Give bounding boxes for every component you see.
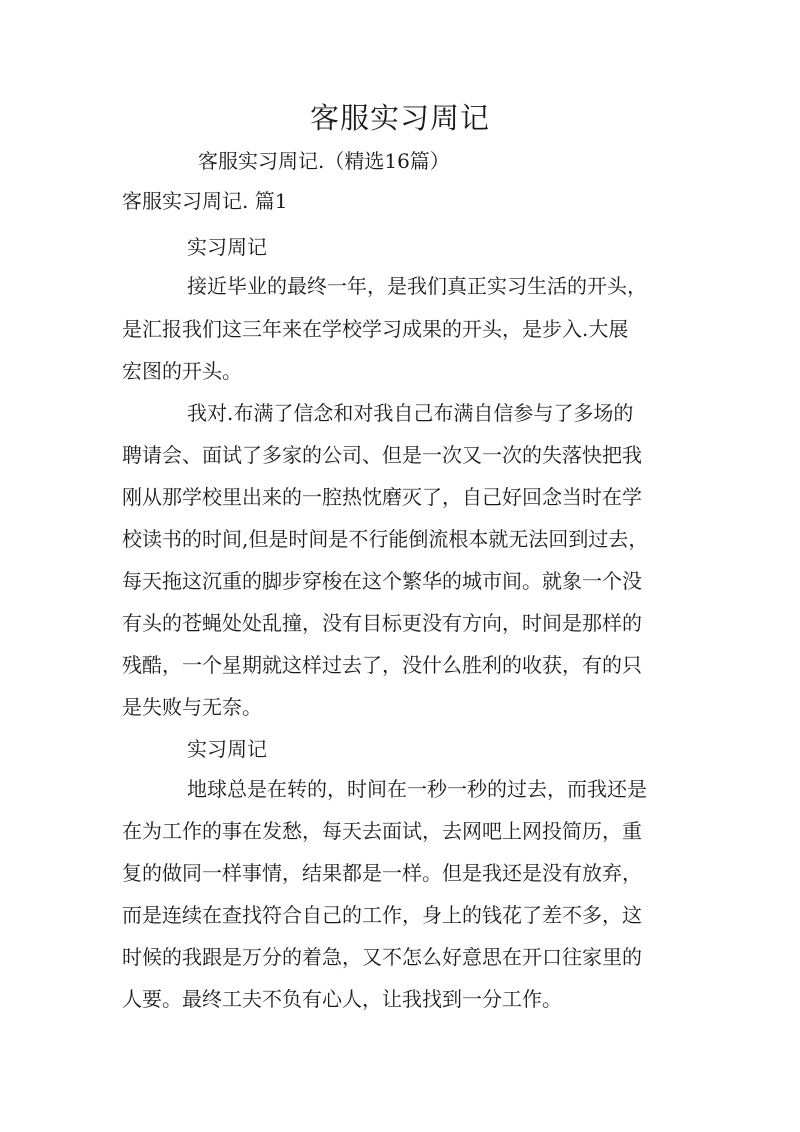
- paragraph-line: 在为工作的事在发愁，每天去面试，去网吧上网投简历，重: [122, 819, 642, 843]
- paragraph-line: 地球总是在转的，时间在一秒一秒的过去，而我还是: [187, 777, 647, 801]
- subheading-line: 实习周记: [187, 737, 267, 761]
- paragraph-line: 是汇报我们这三年来在学校学习成果的开头，是步入.大展: [122, 317, 629, 341]
- paragraph-line: 复的做同一样事情，结果都是一样。但是我还是没有放弃，: [122, 861, 642, 885]
- document-title: 客服实习周记: [309, 101, 490, 135]
- paragraph-line: 接近毕业的最终一年，是我们真正实习生活的开头，: [187, 274, 647, 298]
- paragraph-line: 残酷，一个星期就这样过去了，没什么胜利的收获，有的只: [122, 653, 642, 677]
- paragraph-line: 我对.布满了信念和对我自己布满自信参与了多场的: [187, 401, 634, 425]
- paragraph-line: 聘请会、面试了多家的公司、但是一次又一次的失落快把我: [122, 443, 642, 467]
- paragraph-line: 而是连续在查找符合自己的工作，身上的钱花了差不多，这: [122, 903, 642, 927]
- paragraph-line: 时候的我跟是万分的着急，又不怎么好意思在开口往家里的: [122, 945, 642, 969]
- paragraph-line: 有头的苍蝇处处乱撞，没有目标更没有方向，时间是那样的: [122, 611, 642, 635]
- paragraph-line: 是失败与无奈。: [122, 695, 262, 719]
- document-subtitle: 客服实习周记.（精选16篇）: [198, 149, 450, 173]
- paragraph-line: 宏图的开头。: [122, 359, 242, 383]
- subheading-line: 实习周记: [187, 235, 267, 259]
- paragraph-line: 人要。最终工夫不负有心人，让我找到一分工作。: [122, 987, 562, 1011]
- paragraph-line: 校读书的时间,但是时间是不行能倒流根本就无法回到过去，: [122, 527, 649, 551]
- paragraph-line: 每天拖这沉重的脚步穿梭在这个繁华的城市间。就象一个没: [122, 569, 642, 593]
- paragraph-line: 刚从那学校里出来的一腔热忱磨灭了，自己好回念当时在学: [122, 485, 642, 509]
- section-heading: 客服实习周记. 篇1: [122, 189, 288, 213]
